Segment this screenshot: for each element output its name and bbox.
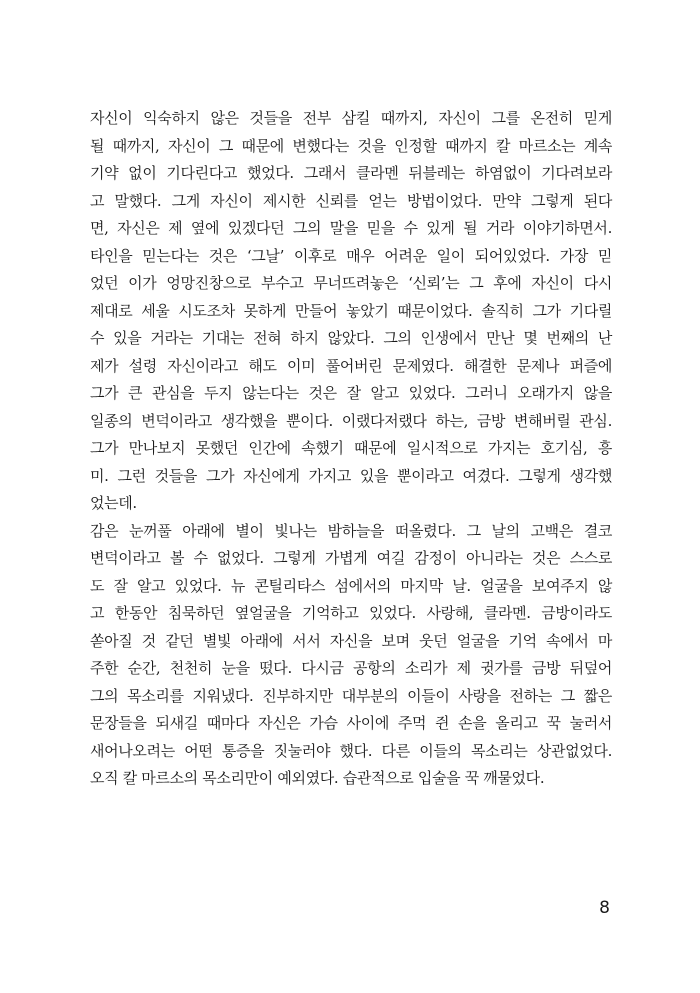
text-line: 그가 만나보지 못했던 인간에 속했기 때문에 일시적으로 가지는 호기심, 흥	[90, 439, 612, 457]
text-line: 었던 이가 엉망진창으로 부수고 무너뜨려놓은 ‘신뢰’는 그 후에 자신이 다시	[90, 274, 612, 292]
text-line: 기약 없이 기다린다고 했었다. 그래서 클라멘 뒤블레는 하염없이 기다려보라	[90, 164, 612, 182]
text-line: 제대로 세울 시도조차 못하게 만들어 놓았기 때문이었다. 솔직히 그가 기다릴	[90, 301, 612, 320]
text-line: 고 한동안 침묵하던 옆얼굴을 기억하고 있었다. 사랑해, 클라멘. 금방이라도	[90, 604, 612, 622]
text-line: 될 때까지, 자신이 그 때문에 변했다는 것을 인정할 때까지 칼 마르소는 계속	[90, 136, 612, 155]
text-line: 오직 칼 마르소의 목소리만이 예외였다. 습관적으로 입술을 꾹 깨물었다.	[90, 769, 545, 787]
text-line: 미. 그런 것들을 그가 자신에게 가지고 있을 뿐이라고 여겼다. 그렇게 생각했	[90, 466, 612, 485]
document-body	[90, 105, 612, 793]
text-line: 문장들을 되새길 때마다 자신은 가슴 사이에 주먹 쥔 손을 올리고 꾹 눌러서	[90, 714, 612, 732]
text-line: 그가 큰 관심을 두지 않는다는 것은 잘 알고 있었다. 그러니 오래가지 않을	[90, 384, 612, 402]
text-line: 변덕이라고 볼 수 없었다. 그렇게 가볍게 여길 감정이 아니라는 것은 스스로	[90, 549, 612, 567]
text-line: 그의 목소리를 지워냈다. 진부하지만 대부분의 이들이 사랑을 전하는 그 짧은	[90, 686, 612, 705]
page-number: 8	[599, 898, 610, 918]
text-line: 면, 자신은 제 옆에 있겠다던 그의 말을 믿을 수 있게 될 거라 이야기하면서.	[90, 219, 612, 237]
text-line: 쏟아질 것 같던 별빛 아래에 서서 자신을 보며 웃던 얼굴을 기억 속에서 마	[90, 631, 612, 650]
text-line: 자신이 익숙하지 않은 것들을 전부 삼킬 때까지, 자신이 그를 온전히 믿게	[90, 109, 612, 127]
text-line: 제가 설령 자신이라고 해도 이미 풀어버린 문제였다. 해결한 문제나 퍼즐에	[90, 356, 612, 375]
text-line: 주한 순간, 천천히 눈을 떴다. 다시금 공항의 소리가 제 귓가를 금방 뒤덮어	[90, 659, 612, 677]
text-line: 일종의 변덕이라고 생각했을 뿐이다. 이랬다저랬다 하는, 금방 변해버릴 관심.	[90, 411, 612, 430]
text-line: 타인을 믿는다는 것은 ‘그날’ 이후로 매우 어려운 일이 되어있었다. 가장 믿	[90, 246, 612, 265]
text-line: 새어나오려는 어떤 통증을 짓눌러야 했다. 다른 이들의 목소리는 상관없었다.	[90, 741, 612, 760]
text-line: 었는데.	[90, 494, 137, 512]
text-line: 고 말했다. 그게 자신이 제시한 신뢰를 얻는 방법이었다. 만약 그렇게 된다	[90, 191, 612, 210]
text-line: 감은 눈꺼풀 아래에 별이 빛나는 밤하늘을 떠올렸다. 그 날의 고백은 결코	[90, 521, 612, 540]
text-line: 도 잘 알고 있었다. 뉴 콘틸리타스 섬에서의 마지막 날. 얼굴을 보여주지 않	[90, 576, 612, 595]
text-line: 수 있을 거라는 기대는 전혀 하지 않았다. 그의 인생에서 만난 몇 번째의 난	[90, 329, 612, 347]
